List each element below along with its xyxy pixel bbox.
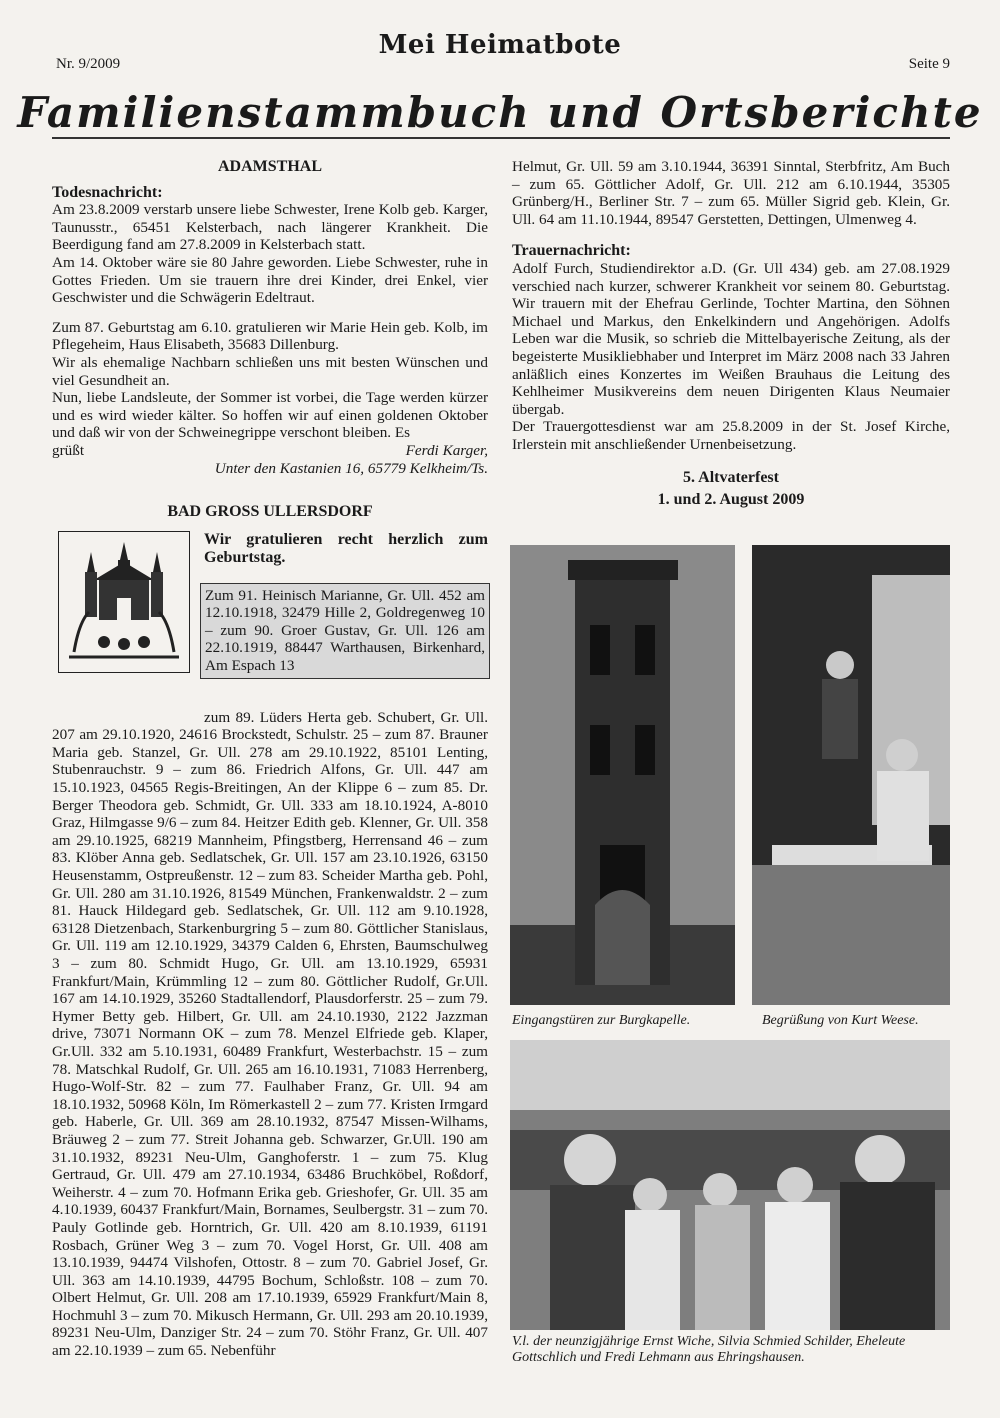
left-column [52, 158, 488, 1360]
right-column [512, 158, 950, 510]
congrats-heading: Wir gratulieren recht herzlich zum Geburtstag. [204, 530, 488, 566]
highlight-box: Zum 91. Heinisch Marianne, Gr. Ull. 452 am 12.10.1918, 32479 Hille 2, Goldregenweg 10 – zum 90. Groer Gustav, Gr. Ull. 126 am 22.10.1919, 88447 Warthausen, Birkenhard, Am Espach 13 [200, 583, 490, 679]
adamsthal-heading: ADAMSTHAL [217, 158, 322, 175]
tower-photo [510, 545, 735, 1005]
mourning-heading: Trauernachricht: [512, 242, 631, 260]
festival-date: 1. und 2. August 2009 [657, 490, 805, 508]
signature-address: Unter den Kastanien 16, 65779 Kelkheim/Ts. [214, 459, 488, 477]
congrats-block [52, 531, 488, 709]
ullersdorf-heading: BAD GROSS ULLERSDORF [167, 503, 373, 521]
mourning-text-2: Der Trauergottesdienst war am 25.8.2009 in der St. Josef Kirche, Irlerstein mit anschließender Urnenbeisetzung. [512, 418, 950, 453]
issue-number: Nr. 9/2009 [56, 56, 121, 72]
birthday-list: zum 89. Lüders Herta geb. Schubert, Gr. Ull. 207 am 29.10.1920, 24616 Brockstedt, Schulstr. 25 – zum 87. Brauner Maria geb. Stanzel, Gr. Ull. 278 am 29.10.1922, 85101 Lenting, Stubenrauchstr. 9 – zum 86. Friedrich Alfons, Gr. Ull. 447 am 15.10.1923, 04565 Regis-Breitingen, An der Klippe 6 – zum 85. Dr. Berger Theodora geb. Schmidt, Gr. Ull. 333 am 18.10.1924, A-8010 Graz, Hilmgasse 9/6 – zum 84. Heitzer Edith geb. Klenner, Gr. Ull. 358 am 29.10.1925, 68219 Mannheim, Pfingstberg, Herrensand 46 – zum 83. Klöber Anna geb. Sedlatschek, Gr. Ull. 157 am 23.10.1926, 63150 Heusenstamm, Ostpreußenstr. 12 – zum 83. Scheider Martha geb. Pohl, Gr. Ull. 280 am 31.10.1926, 81549 München, Frankenwaldstr. 2 – zum 81. Hauck Hildegard geb. Sedlatschek, Gr. Ull. 112 am 9.10.1928, 63128 Dietzenbach, Starkenburgring 5 – zum 80. Göttlicher Stanislaus, Gr. Ull. 119 am 12.10.1929, 34379 Calden 6, Ehrsten, Baumschulweg 3 – zum 80. Schmidt Hugo, Gr. Ull. am 13.10.1929, 65931 Frankfurt/Main, Krümmling 12 – zum 80. Göttlicher Rudolf, Gr.Ull. 167 am 14.10.1929, 35260 Stadtallendorf, Plausdorferstr. 25 – zum 79. Hymer Betty geb. Hilbert, Gr. Ull. am 24.10.1930, 2122 Jazzman drive, 73071 Normann OK – zum 78. Menzel Elfriede geb. Klaper, Gr.Ull. 332 am 5.10.1931, 60489 Frankfurt, Westerbachstr. 15 – zum 78. Matschkal Rudolf, Gr. Ull. 265 am 16.10.1931, 71083 Herrenberg, Hugo-Wolf-Str. 82 – zum 77. Faulhaber Franz, Gr. Ull. 94 am 18.10.1932, 50968 Köln, Im Römerkastell 2 – zum 77. Kristen Irmgard geb. Haberle, Gr. Ull. 369 am 28.10.1932, 87547 Missen-Wilhams, Bräuweg 2 – zum 77. Streit Johanna geb. Schwarzer, Gr.Ull. 190 am 31.10.1932, 89231 Neu-Ulm, Ganghoferstr. 1 – zum 75. Klug Gertraud, Gr. Ull. 479 am 27.10.1934, 63486 Bruchköbel, Roßdorf, Weiherstr. 4 – zum 70. Hofmann Erika geb. Grieshofer, Gr. Ull. 35 am 4.10.1939, 60437 Frankfurt/Main, Bornames, Seulbergstr. 31 – zum 70. Pauly Gotlinde geb. Horntrich, Gr. Ull. 420 am 8.10.1939, 61191 Rosbach, Grüner Weg 3 – zum 70. Vogel Horst, Gr. Ull. 408 am 13.10.1939, 94474 Vilshofen, Ottostr. 8 – zum 70. Gabriel Josef, Gr. Ull. 363 am 14.10.1939, 44795 Bochum, Schloßstr. 108 – zum 70. Olbert Helmut, Gr. Ull. 208 am 17.10.1939, 65929 Frankfurt/Main 8, Hochmuhl 3 – zum 70. Mikusch Hermann, Gr. Ull. 293 am 20.10.1939, 89231 Neu-Ulm, Danziger Str. 24 – zum 70. Stöhr Franz, Gr. Ull. 407 am 22.10.1939 – zum 65. Nebenführ [52, 708, 488, 1360]
signature-name: Ferdi Karger, [405, 441, 488, 459]
church-emblem-icon [58, 531, 190, 673]
section-banner-title: Familienstammbuch und Ortsberichte [17, 88, 983, 137]
festival-title: 5. Altvaterfest [683, 468, 779, 486]
greeting-photo [752, 545, 950, 1005]
greet-word: grüßt [52, 441, 85, 459]
birthday-wishes: Wir als ehemalige Nachbarn schließen uns mit besten Wünschen und viel Gesundheit an. [52, 353, 488, 389]
birthday-text: Zum 87. Geburtstag am 6.10. gratulieren wir Marie Hein geb. Kolb, im Pflegeheim, Haus Elisabeth, 35683 Dillenburg. [52, 318, 488, 354]
masthead-logo: Mei Heimatbote [378, 30, 622, 60]
page-number: Seite 9 [908, 56, 950, 72]
birthday-list-continued: Helmut, Gr. Ull. 59 am 3.10.1944, 36391 Sinntal, Sterbfritz, Am Buch – zum 65. Göttlicher Adolf, Gr. Ull. 212 am 6.10.1944, 35305 Grünberg/H., Berliner Str. 7 – zum 65. Müller Sigrid geb. Klein, Gr. Ull. 64 am 11.10.1944, 89547 Gerstetten, Dettingen, Ulmenweg 4. [512, 158, 950, 228]
group-photo [510, 1040, 950, 1330]
death-notice-text: Am 23.8.2009 verstarb unsere liebe Schwester, Irene Kolb geb. Karger, Taunusstr., 65451 Kelsterbach, nach längerer Krankheit. Die Beerdigung fand am 27.8.2009 in Kelsterbach statt. [52, 201, 488, 254]
mourning-text: Adolf Furch, Studiendirektor a.D. (Gr. Ull 434) geb. am 27.08.1929 verschied nach kurzer, schwerer Krankheit vor seinem 80. Geburtstag. Wir trauern mit der Ehefrau Gerlinde, Tochter Martina, den Söhnen Michael und Markus, den Enkelkindern und Angehörigen. Adolfs Leben war die Musik, so schrieb die Mittelbayerische Zeitung, als der begeisterte Musikliebhaber und Interpret im März 2008 nach 33 Jahren anläßlich eines Konzertes im Weißen Brauhaus die Leitung des Kehlheimer Musikvereins dem neuen Dirigenten Klaus Neumaier übergab. [512, 259, 950, 418]
greeting-photo-caption: Begrüßung von Kurt Weese. [762, 1013, 919, 1028]
death-notice-heading: Todesnachricht: [52, 183, 163, 201]
greeting-text: Nun, liebe Landsleute, der Sommer ist vorbei, die Tage werden kürzer und es wird wieder kälter. So hoffen wir auf einen goldenen Oktober und daß wir von der Schweinegrippe verschont bleiben. Es [52, 389, 488, 442]
group-photo-caption: V.l. der neunzigjährige Ernst Wiche, Silvia Schmied Schilder, Eheleute Gottschlich und Fredi Lehmann aus Ehringshausen. [512, 1334, 906, 1365]
banner-rule [52, 137, 950, 139]
tower-photo-caption: Eingangstüren zur Burgkapelle. [512, 1013, 691, 1028]
death-notice-text-2: Am 14. Oktober wäre sie 80 Jahre geworden. Liebe Schwester, ruhe in Gottes Frieden. Um sie trauern ihre drei Kinder, drei Enkel, vier Geschwister und die Schwägerin Edeltraut. [52, 253, 488, 307]
signature-row [52, 442, 488, 460]
